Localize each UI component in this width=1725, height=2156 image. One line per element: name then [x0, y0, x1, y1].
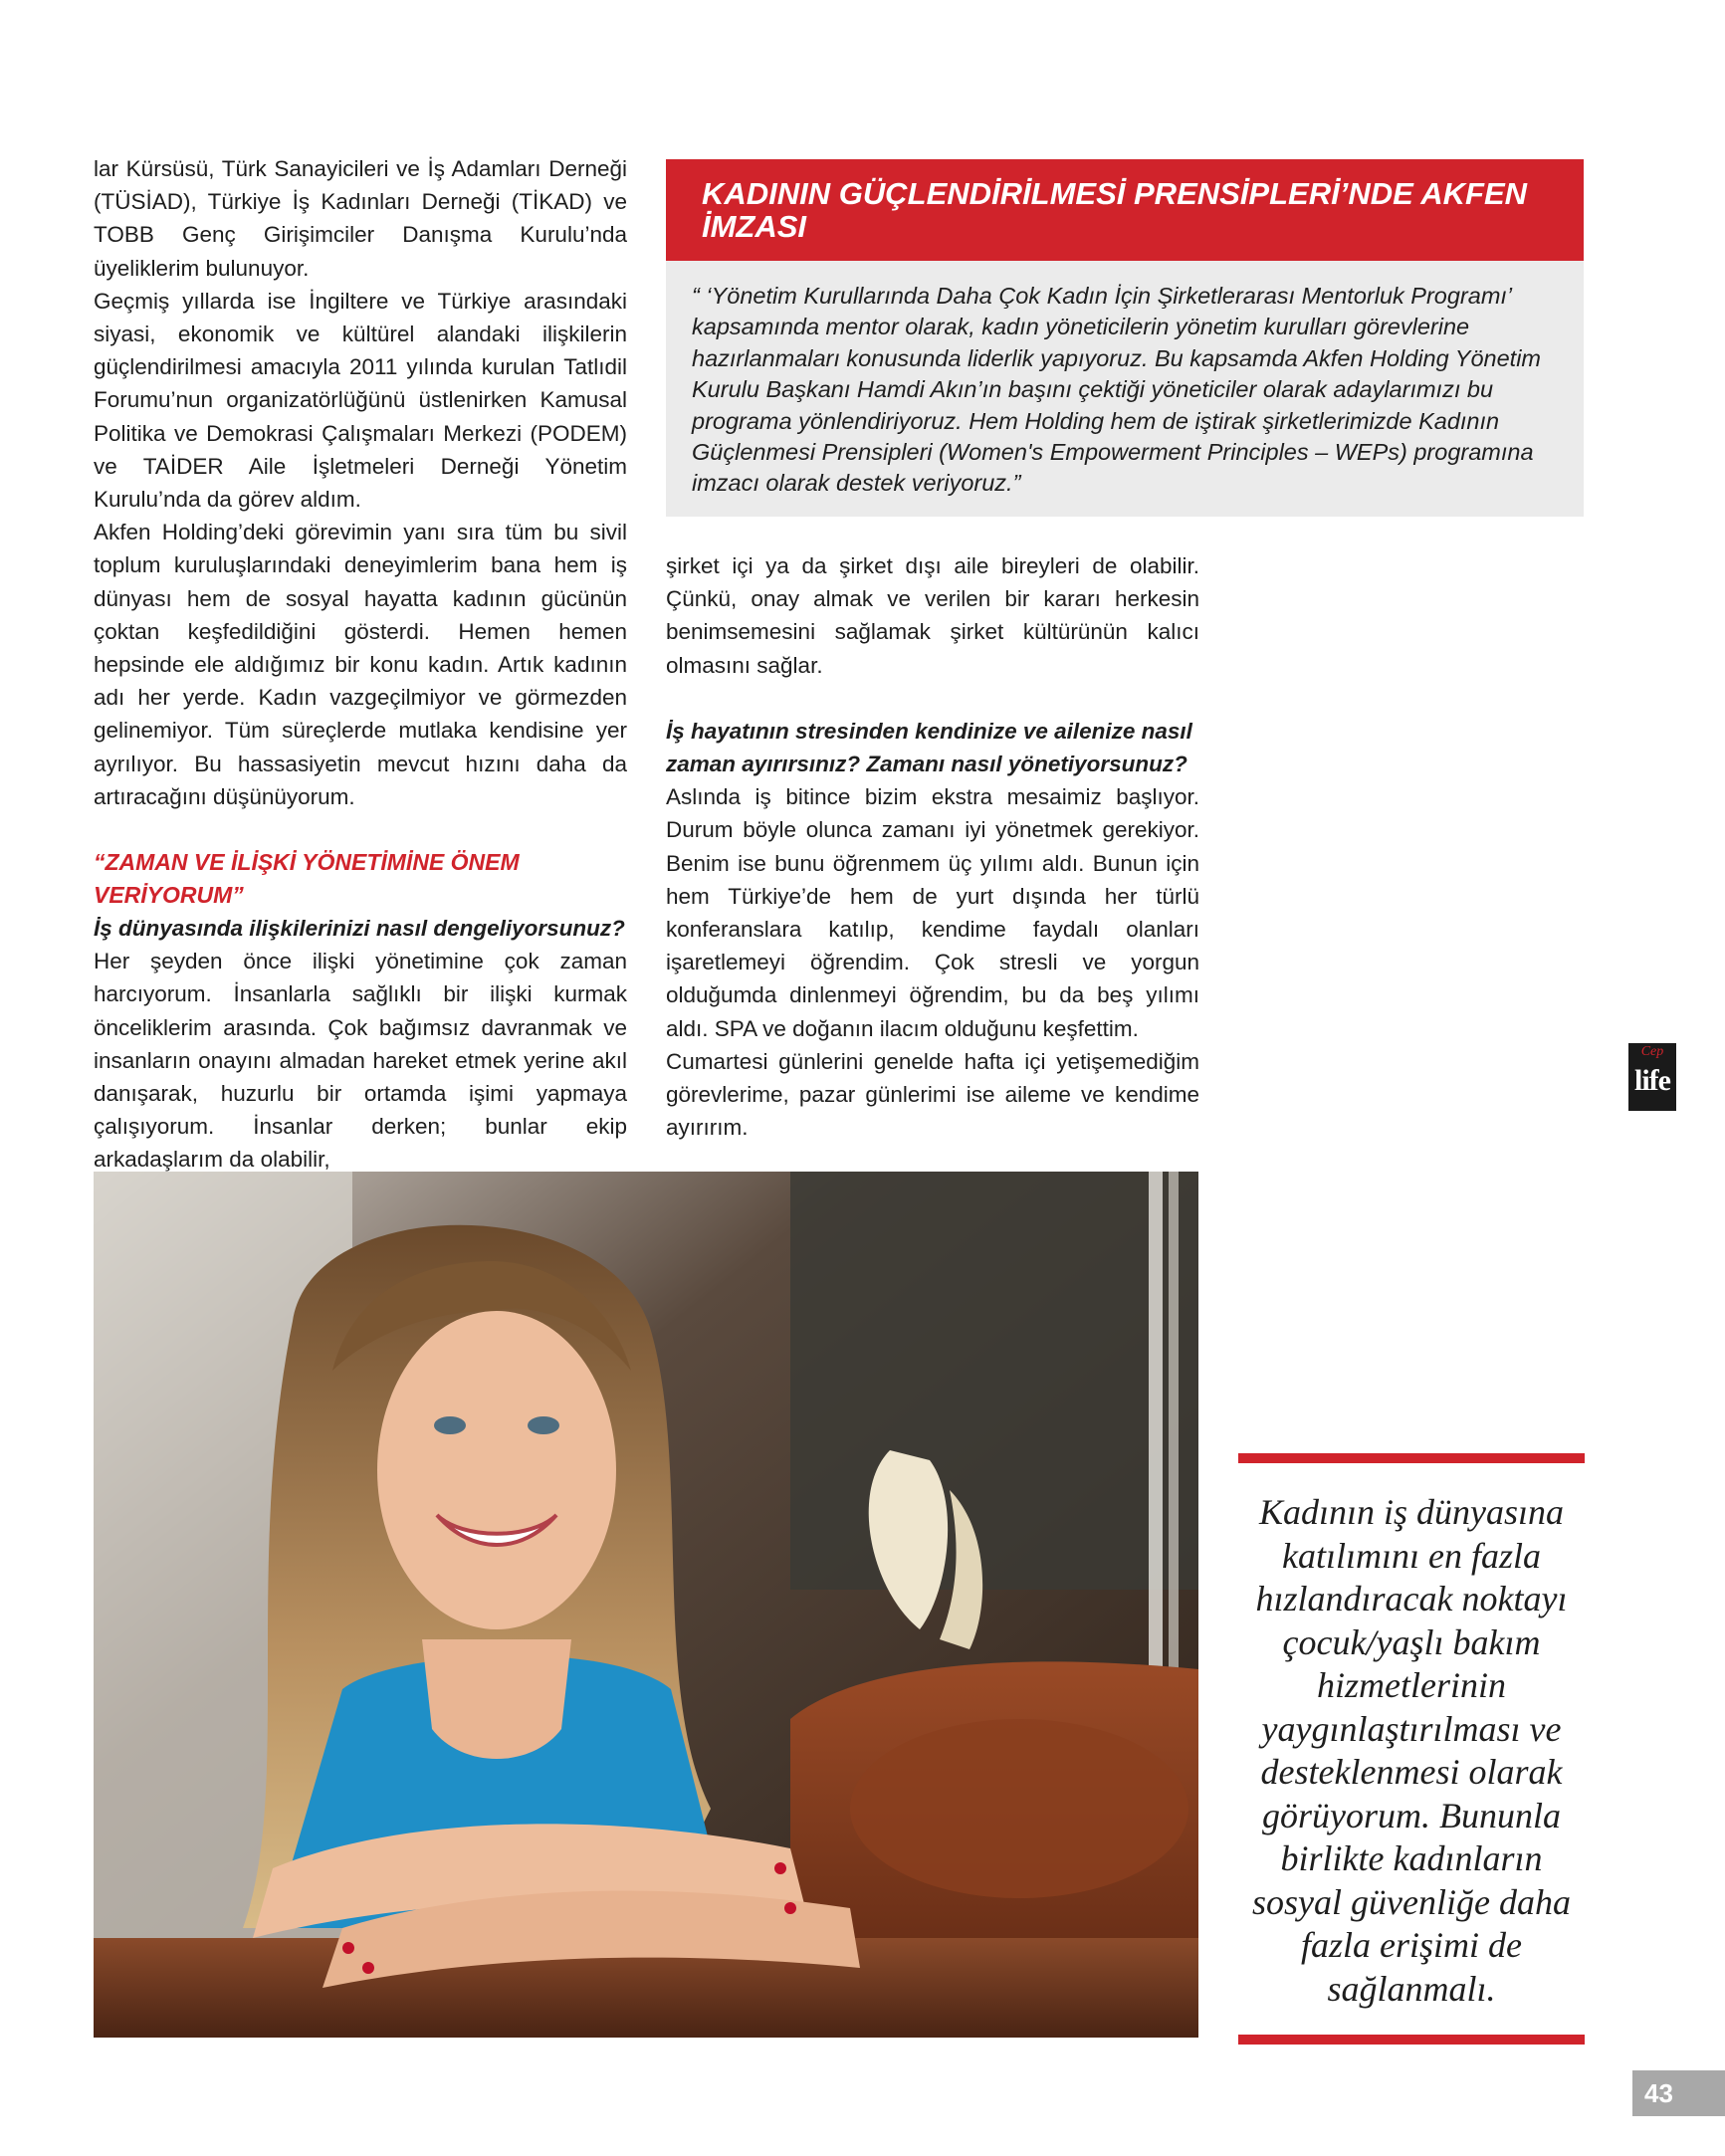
logo-script: Cep: [1640, 1044, 1664, 1059]
pull-quote: [1238, 1453, 1585, 2045]
body-paragraph: Geçmiş yıllarda ise İngiltere ve Türkiye arasındaki siyasi, ekonomik ve kültürel alandaki ilişkilerin güçlendirilmesi amacıyla 2011 yılında kurulan Tatlıdil Forumu’nun organizatörlüğünü üstlenirken Kamusal Politika ve Demokrasi Çalışmaları Merkezi (PODEM) ve TAİDER Aile İşletmeleri Derneği Yönetim Kurulu’nda da görev aldım.: [94, 288, 627, 513]
portrait-photo: [94, 1172, 1198, 2038]
sidebar-box-quote: “ ‘Yönetim Kurullarında Daha Çok Kadın İçin Şirketlerarası Mentorluk Programı’ kapsamında mentor olarak, kadın yöneticilerin yönetim kurulları görevlerine hazırlanmaları konusunda liderlik yapıyoruz. Bu kapsamda Akfen Holding Yönetim Kurulu Başkanı Hamdi Akın’ın başını çektiği yöneticiler olarak adaylarımızı bu programa yönlendiriyoruz. Hem Holding hem de iştirak şirketlerimizde Kadının Güçlenmesi Prensipleri (Women's Empowerment Principles – WEPs) programına imzacı olarak destek veriyoruz.”: [666, 261, 1584, 517]
right-text-column: [666, 549, 1199, 1144]
bottom-red-rule: [1238, 2035, 1585, 2045]
top-red-rule: [1238, 1453, 1585, 1463]
body-paragraph: Cumartesi günlerini genelde hafta içi yetişemediğim görevlerime, pazar günlerimi ise aileme ve kendime ayırırım.: [666, 1048, 1199, 1141]
portrait-illustration: [94, 1172, 1198, 2038]
interview-question: İş hayatının stresinden kendinize ve ailenize nasıl zaman ayırırsınız? Zamanı nasıl yönetiyorsunuz?: [666, 718, 1192, 777]
body-paragraph: Her şeyden önce ilişki yönetimine çok zaman harcıyorum. İnsanlarla sağlıklı bir ilişki kurmak önceliklerim arasında. Çok bağımsız davranmak ve insanların onayını almadan hareket etmek yerine akıl danışarak, huzurlu bir ortamda işimi yapmaya çalışıyorum. İnsanlar derken; bunlar ekip arkadaşlarım da olabilir,: [94, 949, 627, 1173]
sidebar-box-title: KADININ GÜÇLENDİRİLMESİ PRENSİPLERİ’NDE AKFEN İMZASI: [666, 159, 1584, 261]
body-paragraph: Aslında iş bitince bizim ekstra mesaimiz başlıyor. Durum böyle olunca zamanı iyi yönetmek gerekiyor. Benim ise bunu öğrenmem üç yılımı aldı. Bunun için hem Türkiye’de hem de yurt dışında her türlü konferanslara katılıp, kendime faydalı olanları işaretlemeyi öğrendim. Çok stresli ve yorgun olduğumda dinlenmeyi öğrendim, bu da beş yılımı aldı. SPA ve doğanın ilacım olduğunu keşfettim.: [666, 784, 1199, 1041]
interview-question: İş dünyasında ilişkilerinizi nasıl dengeliyorsunuz?: [94, 916, 625, 942]
body-paragraph: şirket içi ya da şirket dışı aile bireyleri de olabilir. Çünkü, onay almak ve verilen bir kararı herkesin benimsemesini sağlamak şirket kültürünün kalıcı olmasını sağlar.: [666, 553, 1199, 678]
body-paragraph: lar Kürsüsü, Türk Sanayicileri ve İş Adamları Derneği (TÜSİAD), Türkiye İş Kadınları Derneği (TİKAD) ve TOBB Genç Girişimciler Danışma Kurulu’nda üyeliklerim bulunuyor.: [94, 156, 627, 281]
left-text-column: [94, 152, 627, 1177]
logo-word: life: [1634, 1064, 1670, 1097]
page-number: 43: [1632, 2070, 1725, 2116]
magazine-logo-tab: [1628, 1043, 1676, 1111]
body-paragraph: Akfen Holding’deki görevimin yanı sıra tüm bu sivil toplum kuruluşlarındaki deneyimlerim bana hem iş dünyası hem de sosyal hayatta kadının gücünün çoktan keşfedildiğini gösterdi. Hemen hemen hepsinde ele aldığımız bir konu kadın. Artık kadının adı her yerde. Kadın vazgeçilmiyor ve görmezden gelinemiyor. Tüm süreçlerde mutlaka kendisine yer ayrılıyor. Bu hassasiyetin mevcut hızını daha da artıracağını düşünüyorum.: [94, 520, 627, 809]
pull-quote-text: Kadının iş dünyasına katılımını en fazla hızlandıracak noktayı çocuk/yaşlı bakım hizmetlerinin yaygınlaştırılması ve desteklenmesi olarak görüyorum. Bununla birlikte kadınların sosyal güvenliğe daha fazla erişimi de sağlanmalı.: [1252, 1492, 1571, 2009]
section-heading: “ZAMAN VE İLİŞKİ YÖNETİMİNE ÖNEM VERİYORUM”: [94, 849, 520, 909]
